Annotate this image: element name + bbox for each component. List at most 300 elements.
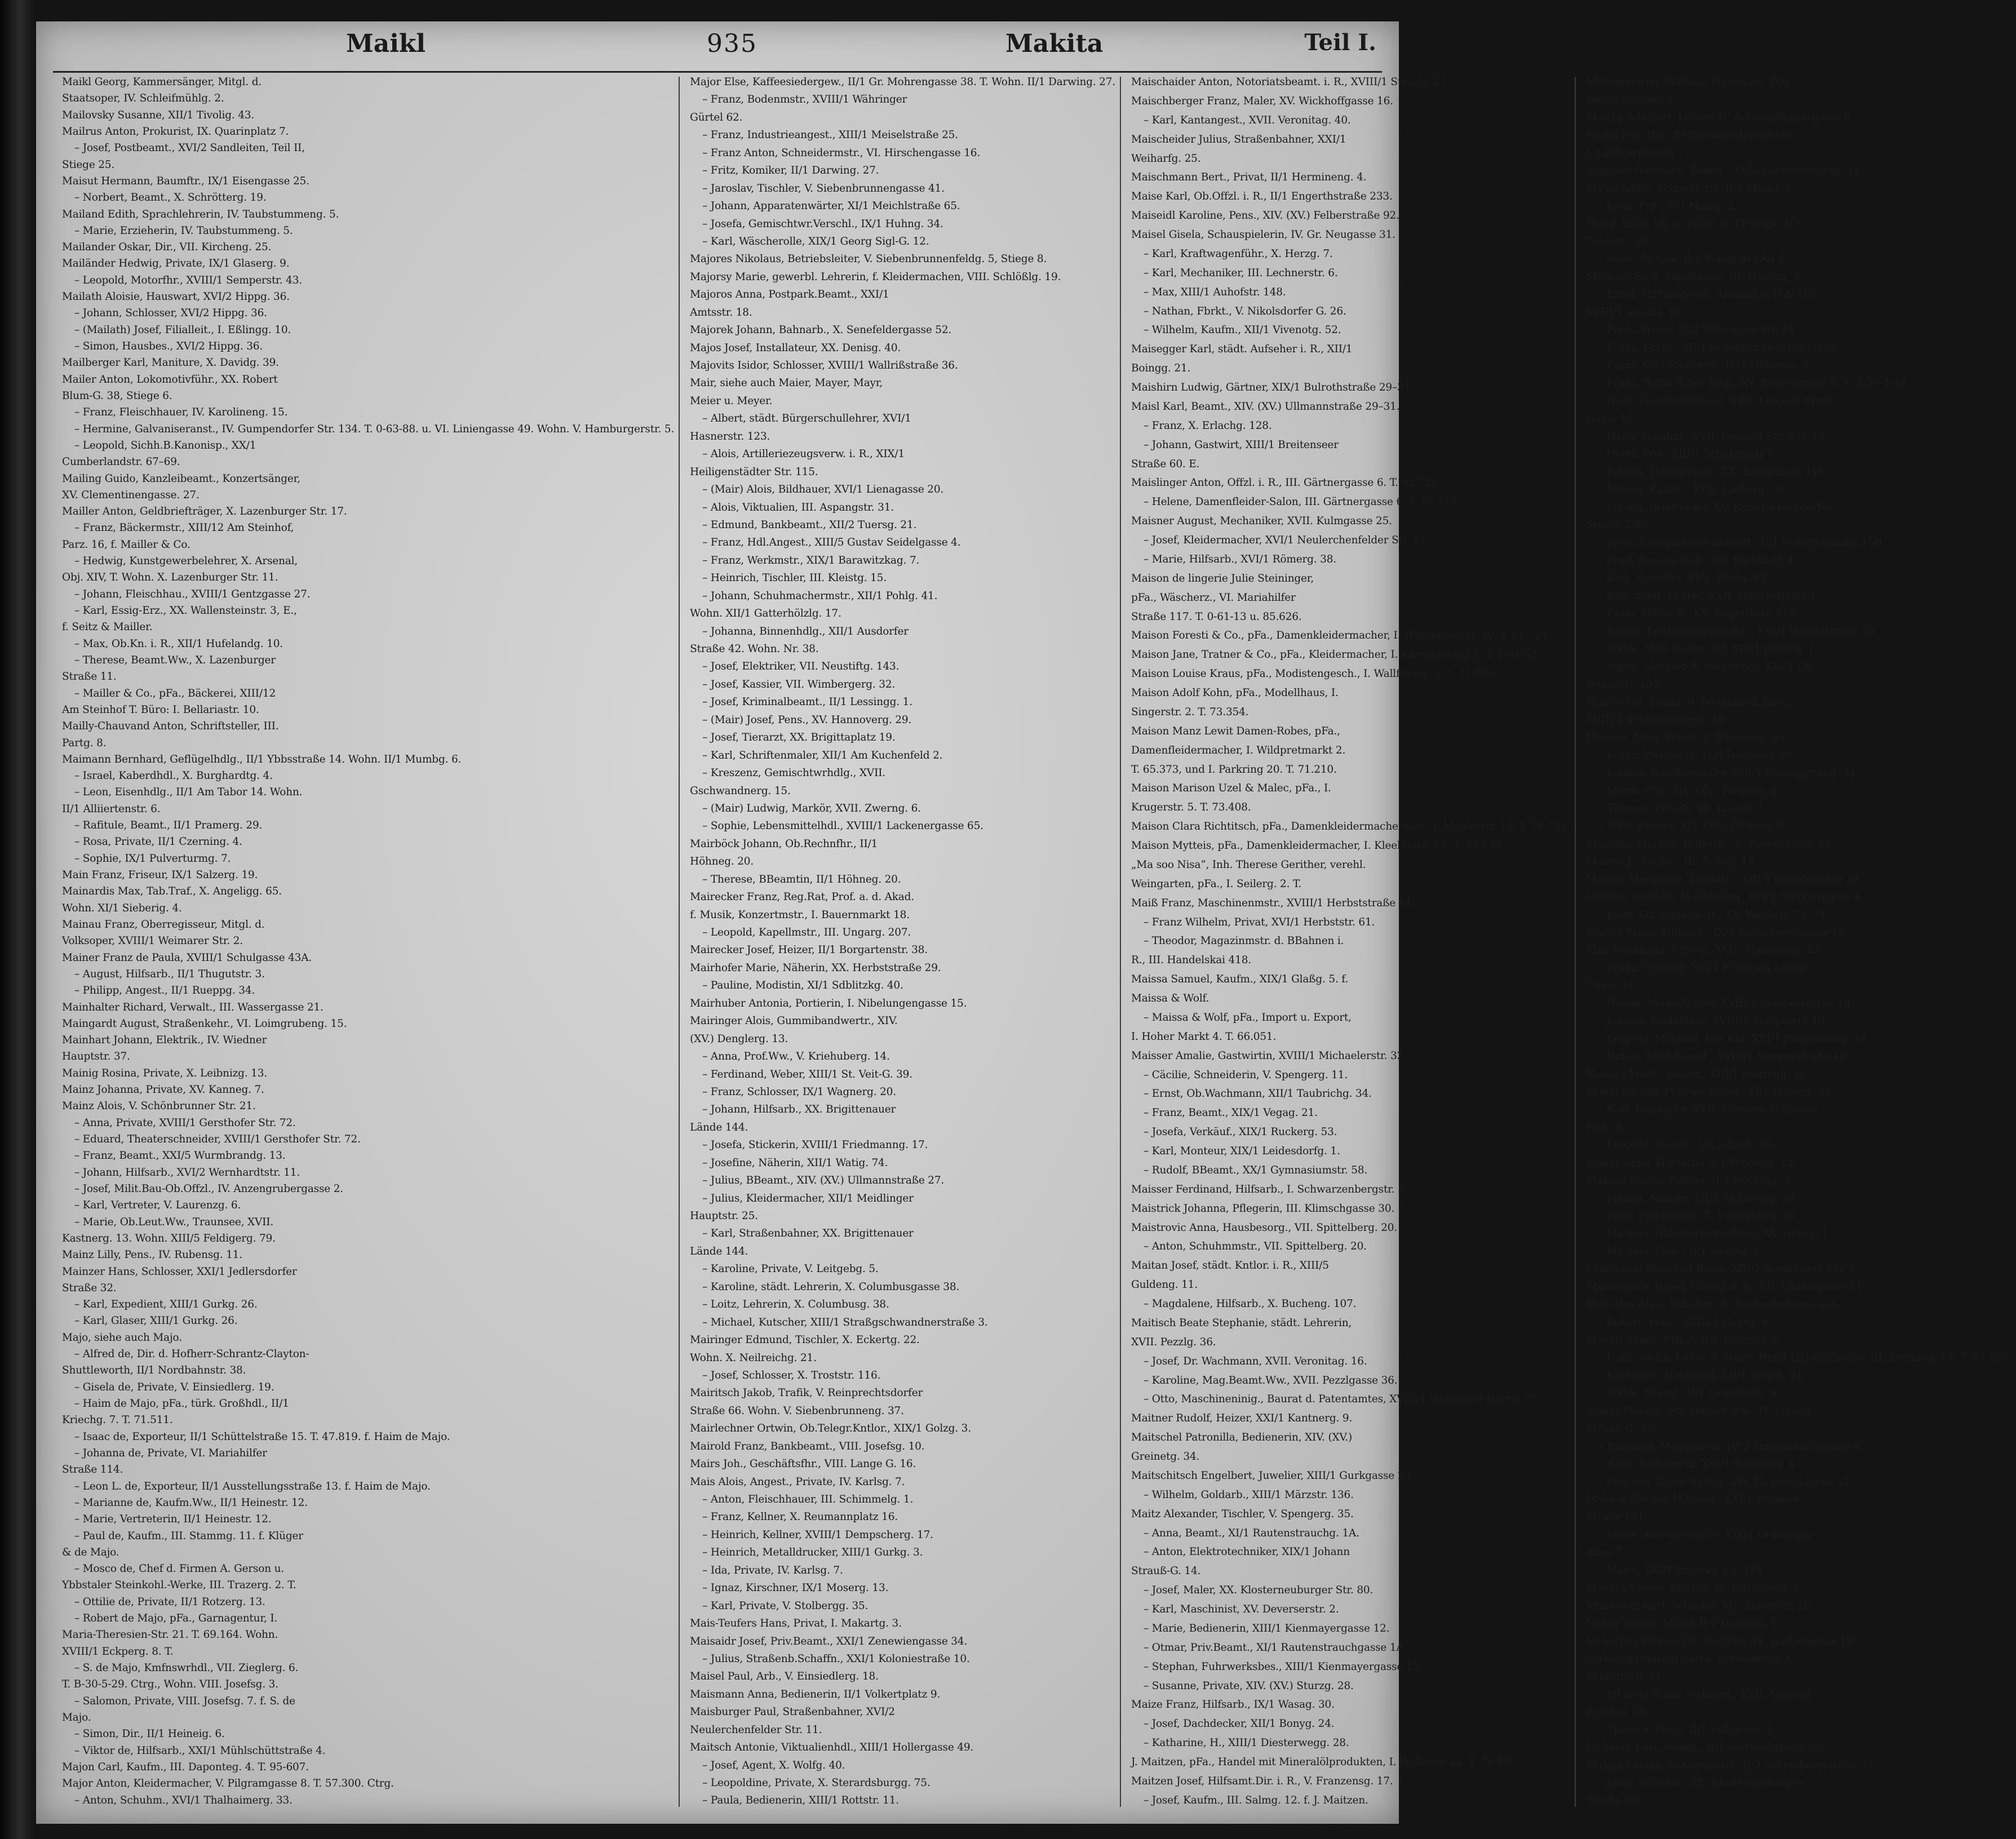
directory-entry-line: Dietrichsteing. 6.	[1586, 94, 1676, 106]
directory-entry-line: Weiharfg. 25.	[1131, 152, 1201, 165]
directory-entry-line: Boingg. 21.	[1131, 362, 1191, 375]
column-1	[62, 77, 680, 1807]
directory-entry-line: – Anton, Schuhm., XVI/1 Thalhaimerg. 33.	[74, 1794, 293, 1806]
directory-entry-line: Blum-G. 38, Stiege 6.	[62, 389, 172, 402]
directory-entry-line: – Norbert, Beamt., X. Schrötterg. 19.	[74, 192, 267, 204]
directory-entry-line: Maimann Bernhard, Geflügelhdlg., II/1 Ybbsstraße 14. Wohn. II/1 Mumbg. 6.	[62, 753, 462, 765]
directory-entry-line: Maitan Josef, städt. Kntlor. i. R., XIII/5	[1131, 1260, 1329, 1272]
directory-entry-line: – Johann, Fleischhau., XVIII/1 Gentzgasse 27.	[74, 588, 311, 600]
directory-entry-line: Majo, siehe auch Majo.	[62, 1331, 182, 1344]
directory-entry-line: – Karl, Glaser, XIII/1 Gurkg. 26.	[74, 1315, 238, 1327]
directory-entry-line: – Salomon, Private, VIII. Josefsg. 7. f. S. de	[74, 1695, 295, 1707]
directory-entry-line: Majon Carl, Kaufm., III. Daponteg. 4. T. 95-607.	[62, 1761, 309, 1773]
directory-entry-line: – Johann, Schriftenmaler, XIII/1 Fasangarteng. 34.	[1598, 767, 1859, 779]
directory-entry-line: – Wilhelm, Goldarb., XIII/1 Märzstr. 136.	[1143, 1488, 1354, 1501]
directory-entry-line: – Paul de, Kaufm., III. Stammg. 11. f. Klüger	[74, 1530, 303, 1542]
directory-entry-line: – Franz, Kellner, X. Reumannplatz 16.	[702, 1511, 898, 1523]
header-left-keyword: Maikl	[346, 29, 426, 58]
directory-entry-line: – Marie, Vertreterin, II/1 Heinestr. 12.	[74, 1513, 272, 1526]
directory-entry-line: Majorsy Marie, gewerbl. Lehrerin, f. Kleidermachen, VIII. Schlößlg. 19.	[690, 271, 1061, 283]
directory-entry-line: I. Hoher Markt 4. T. 66.051.	[1131, 1030, 1277, 1043]
directory-entry-line: – Josef, Kleidermacher, XVI/1 Neulerchenfelder Str. 87.	[1143, 534, 1429, 546]
directory-entry-line: – Ferd., Privat, IX/2 Währinger Str. 46.	[1598, 324, 1798, 336]
directory-entry-line: Maizner Gottlieb, Mechaniker, XVI/1 Effingergasse 4.	[1586, 891, 1864, 903]
directory-entry-line: – Gisela de, Private, V. Einsiedlerg. 19.	[74, 1381, 274, 1393]
directory-entry-line: – Fritz, Komiker, II/1 Darwing. 27.	[702, 165, 879, 177]
directory-entry-line: – Viktor de, Hilfsarb., XXI/1 Mühlschüttstraße 4.	[74, 1744, 326, 1757]
directory-entry-line: – Therese, Beamt.Ww., X. Lazenburger	[74, 654, 276, 666]
directory-entry-line: Straße 117. T. 0-61-13 u. 85.626.	[1131, 610, 1302, 623]
directory-entry-line: – Franz, Industrieangest., XIII/1 Meiselstraße 25.	[702, 129, 958, 141]
directory-entry-line: – Alfred de, Dir. d. Hofherr-Schrantz-Clayton-	[74, 1348, 309, 1361]
directory-entry-line: – Marie, Hilfsarb., XVI/1 Römerg. 38.	[1143, 553, 1336, 565]
directory-entry-line: – Karl, Spengler, XVII. Wattg. 82.	[1598, 572, 1770, 584]
column-2	[690, 77, 1121, 1807]
directory-entry-line: – Johann, Hilfsarb., XX. Brigittenauer	[702, 1104, 896, 1116]
directory-entry-line: – Therese, Private, III. Lissag. 3.	[1598, 802, 1766, 814]
directory-entry-line: – Rudolf, BBeamt., XX/1 Gymnasiumstr. 58.	[1143, 1164, 1368, 1176]
directory-entry-line: Makaranin Biagorad Busio, XIII/1 Breitenseer Str. 6.	[1586, 1263, 1859, 1275]
directory-entry-line: – Wilhelm, Kaufm., XII/1 Vivenotg. 52.	[1143, 324, 1341, 336]
page-number: 935	[707, 29, 757, 58]
directory-entry-line: Maisl Karl, Beamt., XIV. (XV.) Ullmannstraße 29–31.	[1131, 400, 1400, 413]
directory-entry-line: – Cäcilie, Schneiderin, V. Spengerg. 11.	[1143, 1069, 1348, 1081]
directory-entry-line: – Anna, Private, II/1 Venediger Au 4.	[1598, 253, 1787, 265]
directory-entry-line: Greinetg. 34.	[1131, 1451, 1200, 1463]
directory-entry-line: – Johann, Hilfsarb., XVI/2 Wernhardtstr. 11.	[74, 1166, 300, 1178]
directory-entry-line: – Karl, Monteur, XIX/1 Leidesdorfg. 1.	[1143, 1145, 1340, 1157]
directory-entry-line: XV. Clementinengasse. 27.	[62, 489, 200, 501]
directory-entry-line: – Jaroslav, Tischler, V. Siebenbrunnengasse 41.	[702, 182, 945, 194]
directory-entry-line: Maison Jane, Tratner & Co., pFa., Kleidermacher, I. Kärntnerring 8. T. 56-3-52.	[1131, 649, 1540, 661]
directory-entry-line: Wohn. X. Neilreichg. 21.	[690, 1351, 817, 1364]
directory-entry-line: I. Lobkowitzplatz 1.	[1586, 147, 1689, 159]
directory-entry-line: Mainz Johanna, Private, XV. Kanneg. 7.	[62, 1084, 264, 1096]
directory-entry-line: Wohn. XII/1 Gatterhölzlg. 17.	[690, 608, 841, 620]
directory-entry-line: – Therese, Pens., II/1 Volkertstr. 5.	[1598, 1723, 1776, 1736]
directory-entry-line: – Hans, Schuhm., XVII. Leopold Ernst-G. 15.	[1598, 430, 1828, 442]
directory-entry-line: Maison Clara Richtitsch, pFa., Damenkleidermachergew., I. Mahlerstr. 13. T. 76.755.	[1131, 821, 1571, 833]
directory-entry-line: Maikl Georg, Kammersänger, Mitgl. d.	[62, 76, 262, 88]
directory-entry-line: Majunke Hermann, Beamt., XVII. Gschwandnerg. 14.	[1586, 165, 1863, 177]
directory-entry-line: Maison Foresti & Co., pFa., Damenkleidermacher, I. Wipplingerstr. 20. T. 61.721.	[1131, 630, 1551, 642]
directory-entry-line: – Karl, Expedient, XIII/1 Gurkg. 26.	[74, 1299, 258, 1311]
directory-entry-line: Neulerchenfelder Str. 11.	[690, 1723, 822, 1736]
directory-entry-line: f. Seitz & Mailler.	[62, 621, 153, 633]
directory-entry-line: – Viktor, Beamt., II/1 Lassallestr. 4.	[1598, 1387, 1779, 1399]
directory-entry-line: Maiwald Emil, Kapellmstr., III. Hegerg. 9.	[1586, 271, 1803, 283]
directory-entry-line: – Karl, Straßenbahner, XX. Brigittenauer	[702, 1228, 914, 1240]
directory-entry-line: Mailberger Karl, Maniture, X. Davidg. 39.	[62, 357, 279, 369]
directory-entry-line: J. Maitzen, pFa., Handel mit Mineralölprodukten, I. Wollzeile 22. T. 78.497.	[1131, 1756, 1519, 1768]
column-4	[1586, 77, 2016, 1807]
directory-entry-line: Maischmann Bert., Privat, II/1 Hermineng. 4.	[1131, 171, 1367, 184]
directory-entry-line: – Johann, Konfektion, XVIII/1 Semperstr. 18.	[1598, 1015, 1828, 1027]
header-rule	[53, 71, 1382, 73]
directory-entry-line: – Josefine, Näherin, XII/1 Watig. 74.	[702, 1156, 888, 1169]
directory-entry-line: – Edmund, Bankbeamt., XII/2 Tuersg. 21.	[702, 519, 917, 531]
directory-entry-line: – Franz, Werkmstr., XIX/1 Barawitzkag. 7.	[702, 554, 920, 566]
directory-entry-line: Straße 30.	[1586, 1794, 1641, 1807]
directory-entry-line: – Franz, Fleischhauer, IV. Karolineng. 15.	[74, 406, 288, 419]
directory-entry-line: Maitschitsch Engelbert, Juwelier, XIII/1 Gurkgasse 20.	[1131, 1469, 1414, 1482]
directory-entry-line: Maison de lingerie Julie Steininger,	[1131, 572, 1314, 584]
directory-entry-line: Volksoper, XVIII/1 Weimarer Str. 2.	[62, 935, 243, 947]
directory-entry-line: Maizefka Markus, Hilfsarb., X. Wienerfeldg. 22.	[1586, 837, 1834, 850]
directory-entry-line: – Franz, Tischler, XVI/1 Friedrich Kaiser-	[1598, 961, 1810, 974]
directory-entry-line: Mairecker Franz, Reg.Rat, Prof. a. d. Akad.	[690, 891, 914, 903]
directory-entry-line: – Franz, Sichh.B.Bez.Insp., XV. Tannengasse 8. T. B-36-2-49.	[1598, 377, 1909, 389]
directory-entry-line: Maker Rudolf, Major, II/1 Darwing. 6.	[1586, 1618, 1781, 1630]
directory-entry-line: XVIII/1 Staudg. 65.	[1586, 306, 1686, 318]
directory-entry-line: – Heinrich, Kellner, XVIII/1 Dempscherg. 17.	[702, 1528, 933, 1541]
directory-entry-line: – Isaac de, Exporteur, II/1 Schüttelstraße 15. T. 47.819. f. Haim de Majo.	[74, 1430, 450, 1443]
directory-entry-line: Mailand Edith, Sprachlehrerin, IV. Taubstummeng. 5.	[62, 208, 339, 220]
directory-entry-line: – Franz, Bäckermstr., XIII/12 Am Steinhof,	[74, 522, 294, 534]
directory-entry-line: – Franz, Beamt., XIX/1 Vegag. 21.	[1143, 1107, 1318, 1119]
directory-entry-line: Gürtel 62.	[690, 111, 743, 123]
directory-entry-line: – Michael, Galanteriedrechsler, XV. Grang. 1.	[1598, 1228, 1832, 1240]
directory-entry-line: – Ida, Private, IV. Karlsg. 7.	[702, 1564, 843, 1576]
directory-entry-line: Maisut Hermann, Baumftr., IX/1 Eisengasse 25.	[62, 175, 309, 187]
directory-entry-line: – Johann, Briefträger, X/2 Kaiser-Ebersdorfer	[1598, 501, 1832, 513]
directory-entry-line: – Rosa, Private, II/1 Czerning. 4.	[74, 836, 242, 848]
directory-entry-line: – S. de Majo, Kmfnswrhdl., VII. Zieglerg. 6.	[74, 1662, 299, 1674]
directory-entry-line: – Stephan, Glasschleifer, XVI. Klopstockgasse 21.	[1598, 1475, 1854, 1488]
directory-entry-line: „Ma soo Nisa“, Inh. Therese Gerither, verehl.	[1131, 858, 1366, 871]
directory-entry-line: Hauptstr. 37.	[62, 1051, 130, 1063]
directory-entry-line: – (Mair) Ludwig, Markör, XVII. Zwerng. 6.	[702, 802, 921, 814]
directory-entry-line: – Johann, Hotelangest., XX. Engerthstr. 116.	[1598, 466, 1828, 478]
directory-entry-line: – Marie, XXI/1 Brünner Str. 191.	[1598, 1564, 1766, 1576]
directory-entry-line: Stiege 25.	[62, 158, 115, 171]
directory-entry-line: Lände 144.	[690, 1245, 748, 1257]
directory-entry-line: Maisel Gisela, Schauspielerin, IV. Gr. Neugasse 31.	[1131, 229, 1395, 241]
directory-entry-line: – Otto, Maschineninig., Baurat d. Patentamtes, XVIII/1 Währinger Gürtel 37.	[1143, 1393, 1540, 1406]
directory-entry-line: – Anton, Fleischhauer, III. Schimmelg. 1.	[702, 1494, 914, 1505]
directory-entry-line: – Loitz, Lehrerin, X. Columbusg. 38.	[702, 1299, 889, 1311]
directory-entry-line: Mairitsch Jakob, Trafik, V. Reinprechtsdorfer	[690, 1387, 923, 1399]
directory-entry-line: Straße 191.	[1586, 1511, 1647, 1523]
directory-entry-line: Maitzen Josef, Hilfsamt.Dir. i. R., V. Franzensg. 17.	[1131, 1775, 1393, 1787]
directory-entry-line: Mairhofer Marie, Näherin, XX. Herbststraße 29.	[690, 961, 941, 974]
directory-entry-line: Platz 4.	[1586, 1121, 1625, 1133]
directory-entry-line: Weingarten, pFa., I. Seilerg. 2. T.	[1131, 878, 1302, 890]
directory-entry-line: Majo.	[62, 1711, 91, 1723]
directory-entry-line: – Karoline, städt. Lehrerin, X. Columbusgasse 38.	[702, 1280, 960, 1293]
directory-entry-line: Makas Pauline, Forstbeamt.Ww., IV. Johann	[1586, 1404, 1811, 1417]
directory-entry-line: Makal Johann, Fuhrwerksbes., XI/1 Hallerg. 29.	[1586, 1085, 1834, 1098]
directory-entry-line: – Karoline, Private, V. Leitgebg. 5.	[702, 1263, 879, 1275]
directory-entry-line: Maislinger Anton, Offzl. i. R., III. Gärtnergasse 6. T. 92.725.	[1131, 477, 1441, 489]
directory-entry-line: – (Mair) Josef, Pens., XV. Hannoverg. 29.	[702, 714, 912, 726]
directory-entry-line: – Simon, Dir., II/1 Heineig. 6.	[74, 1728, 225, 1740]
directory-entry-line: Mais Alois, Angest., Private, IV. Karlsg. 7.	[690, 1475, 905, 1488]
directory-entry-line: – Mailler & Co., pFa., Bäckerei, XIII/12	[74, 687, 276, 699]
directory-entry-line: Mairs Joh., Geschäftsfhr., VIII. Lange G. 16.	[690, 1458, 916, 1470]
directory-entry-line: – Johann, Schlosser, XVI/2 Hippg. 36.	[74, 307, 267, 320]
directory-entry-line: – Paula, Bedienerin, XIII/1 Rottstr. 11.	[702, 1794, 899, 1807]
scan-edge	[0, 0, 36, 1839]
directory-entry-line: Ernst-G. 34.	[1586, 1706, 1649, 1718]
directory-entry-line: XVII. Pezzlg. 36.	[1131, 1336, 1216, 1348]
directory-entry-line: Gasse 33.	[1586, 980, 1637, 992]
directory-entry-line: Maitisch Beate Stephanie, städt. Lehrerin,	[1131, 1317, 1352, 1329]
directory-entry-line: Mairold Franz, Bankbeamt., VIII. Josefsg. 10.	[690, 1440, 925, 1452]
directory-entry-line: Mairecker Josef, Heizer, II/1 Borgartenstr. 38.	[690, 944, 928, 956]
directory-entry-line: – Mosco de, Chef d. Firmen A. Gerson u.	[74, 1563, 284, 1575]
directory-entry-line: Strauß-G. 33.	[1586, 1423, 1656, 1435]
directory-entry-line: Maingardt August, Straßenkehr., VI. Loimgrubeng. 15.	[62, 1017, 347, 1030]
directory-entry-line: Mailovsky Susanne, XII/1 Tivolig. 43.	[62, 109, 255, 121]
directory-entry-line: Makava Eugen, Markör, III. Castellezg. 6.	[1586, 1582, 1802, 1594]
directory-entry-line: – Karl, städt. Lehrer, XX/1 Stillfriedplatz 1.	[1598, 590, 1819, 602]
directory-entry-line: – Franz, X. Erlachg. 128.	[1143, 419, 1272, 432]
directory-entry-line: – Heinrich, Metalldrucker, XIII/1 Gurkg. 3.	[702, 1546, 923, 1559]
directory-entry-line: – Helene, Damenfleider-Salon, III. Gärtnergasse 6. T. 92.725.	[1143, 496, 1460, 508]
directory-entry-line: II/1 Alliiertenstr. 6.	[62, 803, 161, 815]
directory-entry-line: Majorek Johann, Bahnarb., X. Senefeldergasse 52.	[690, 324, 952, 336]
directory-entry-line: Maissa Samuel, Kaufm., XIX/1 Glaßg. 5. f.	[1131, 973, 1348, 986]
directory-entry-line: Mair, siehe auch Maier, Mayer, Mayr,	[690, 377, 883, 389]
directory-entry-line: – Theodor, Magazinmstr. d. BBahnen i.	[1143, 935, 1344, 947]
directory-entry-line: Mairhuber Antonia, Portierin, I. Nibelungengasse 15.	[690, 997, 967, 1009]
directory-entry-line: Majovits Isidor, Schlosser, XVIII/1 Wallrißstraße 36.	[690, 360, 958, 371]
directory-entry-line: Straße 114.	[62, 1464, 123, 1476]
directory-entry-line: – Johann, Maurer, XII/1 Aßmayerg. 24.	[1598, 1192, 1798, 1204]
directory-entry-line: Maiß Franz, Maschinenmstr., XVIII/1 Herbststraße 61.	[1131, 897, 1415, 909]
directory-entry-line: Mairlechner Ortwin, Ob.Telegr.Kntlor., XIX/1 Golzg. 3.	[690, 1423, 971, 1435]
directory-entry-line: – Leopold, Motorfhr., XVIII/1 Semperstr. 43.	[74, 274, 302, 286]
directory-entry-line: – Leon L. de, Exporteur, II/1 Ausstellungsstraße 13. f. Haim de Majo.	[74, 1480, 431, 1492]
directory-entry-line: – Hans, techn. Leiter d. österr. Bund.Lichtbildstelle, III. Krummg. 1A. T. 97.853.	[1598, 1351, 2011, 1364]
directory-entry-line: – Philipp, Angest., II/1 Rueppg. 34.	[74, 985, 255, 997]
directory-entry-line: – Karl, Maschinist, XV. Deverserstr. 2.	[1143, 1603, 1339, 1615]
directory-entry-line: – Anna, Prof.Ww., V. Kriehuberg. 14.	[702, 1051, 890, 1063]
directory-entry-line: Straße 290.	[1586, 519, 1647, 531]
directory-entry-line: Maitsch Antonie, Viktualienhdl., XIII/1 Hollergasse 49.	[690, 1741, 974, 1754]
directory-entry-line: Staatsoper, IV. Schleifmühlg. 2.	[62, 92, 224, 105]
directory-entry-line: Damenfleidermacher, I. Wildpretmarkt 2.	[1131, 744, 1346, 756]
directory-entry-line: Straße 60. E.	[1131, 458, 1200, 470]
directory-entry-line: Makerling Emmerich, Tischler, XX. Raffaelgasse 19.	[1586, 1635, 1857, 1647]
directory-entry-line: – Josef, Kürschnermstr., XX. Wehlistr. 72–74.	[1598, 909, 1828, 921]
directory-entry-line: Allee 7.	[1586, 1546, 1625, 1559]
directory-entry-line: – Michael, Kutscher, XIII/1 Straßgschwandnerstraße 3.	[702, 1316, 988, 1328]
directory-entry-line: Makasy Florian, Hilfsarb., XXI/1 Brünner	[1586, 1494, 1800, 1505]
directory-entry-line: – Leon, Priv., II/1 Malzg. 2.	[1598, 200, 1738, 212]
directory-entry-line: Mailander Oskar, Dir., VII. Kircheng. 25.	[62, 241, 272, 254]
directory-entry-line: – Josef, Dachdecker, XII/1 Bonyg. 24.	[1143, 1718, 1335, 1730]
directory-entry-line: Singerstr. 2. T. 73.354.	[1131, 706, 1249, 718]
directory-entry-line: – Franz, Schlosser, IX/1 Wagnerg. 20.	[702, 1085, 896, 1098]
directory-entry-line: – Ferdinand, Weber, XIII/1 St. Veit-G. 39.	[702, 1068, 912, 1080]
directory-entry-line: Maizler Margarete, Hilfsarb., XIII/1 Oswaldgasse 30.	[1586, 873, 1862, 885]
directory-entry-line: Maria-Theresien-Str. 21. T. 69.164. Wohn.	[62, 1629, 278, 1641]
directory-entry-line: Straße 42. Wohn. Nr. 38.	[690, 643, 819, 655]
directory-entry-line: – Eduard, Theaterschneider, XVIII/1 Gersthofer Str. 72.	[74, 1133, 361, 1145]
directory-entry-line: Mainau Franz, Oberregisseur, Mitgl. d.	[62, 918, 265, 930]
directory-entry-line: Mainzer Hans, Schlosser, XXI/1 Jedlersdorfer	[62, 1265, 297, 1278]
directory-entry-line: – Viktor, Mitglied d. Staatsoper, XXI/1 Ob.	[1598, 661, 1815, 673]
directory-entry-line: – Marie, Erzieherin, IV. Taubstummeng. 5.	[74, 224, 293, 237]
directory-entry-line: Straße 32.	[62, 1282, 117, 1294]
directory-entry-line: – Hanna, Mode-Atelier, XVIII/1 Semperstraße 18.	[1598, 997, 1854, 1009]
directory-entry-line: Mainz Lilly, Pens., IV. Rubensg. 11.	[62, 1249, 242, 1261]
directory-entry-line: – Katharine, H., XIII/1 Diesterwegg. 28.	[1143, 1737, 1349, 1749]
directory-entry-line: – Anton, Schuhmmstr., VII. Spittelberg. 20.	[1143, 1240, 1367, 1253]
directory-entry-line: – Johann, Apparatenwärter, XI/1 Meichlstraße 65.	[702, 200, 960, 212]
directory-entry-line: – Josef, Schuhm., XX. Klosterneuburger	[1598, 1777, 1804, 1789]
directory-entry-line: – Willy, Dreher, XIV. (XV.) Pfeiferg. 6.	[1598, 820, 1788, 832]
directory-columns	[62, 76, 2011, 1807]
directory-entry-line: – Josef, Elektriker, VII. Neustiftg. 143.	[702, 661, 900, 673]
directory-entry-line: Maisser Amalie, Gastwirtin, XVIII/1 Michaelerstr. 32.	[1131, 1049, 1407, 1062]
directory-entry-line: – Sophie, IX/1 Pulverturmg. 7.	[74, 852, 231, 865]
directory-entry-line: Heiligenstädter Str. 115.	[690, 466, 818, 478]
directory-entry-line: Obj. XIV, T. Wohn. X. Lazenburger Str. 11.	[62, 571, 278, 584]
directory-entry-line: Maitner Rudolf, Heizer, XXI/1 Kantnerg. 9.	[1131, 1412, 1353, 1425]
directory-entry-line: – Anton, Elektrotechniker, XIX/1 Johann	[1143, 1546, 1350, 1558]
directory-entry-line: Wohn. XI/1 Sieberig. 4.	[62, 902, 182, 914]
directory-entry-line: – Pauline, Modistin, XI/1 Sdblitzkg. 40.	[702, 980, 903, 992]
directory-entry-line: – Ernst, Ob.Wachmann, XII/1 Taubrichg. 34.	[1143, 1088, 1372, 1100]
directory-entry-line: – Therese, BBeamtin, II/1 Höhneg. 20.	[702, 873, 901, 885]
directory-entry-line: f. Musik, Konzertmstr., I. Bauernmarkt 18.	[690, 909, 910, 921]
directory-entry-line: – Franz Wilhelm, Privat, XVI/1 Herbststr. 61.	[1143, 916, 1375, 928]
directory-entry-line: Makita Johann, Schuhmmstr., II/3 Schrazbergstraße 30.	[1586, 1759, 1877, 1771]
directory-entry-line: Major Anton, Kleidermacher, V. Pilgramgasse 8. T. 57.300. Ctrg.	[62, 1778, 394, 1790]
directory-entry-line: Makar Anna, Hilfsarb., II/1 Schönng. 12.	[1586, 1156, 1797, 1169]
directory-entry-line: – Franz, Hdl.Angest., XIII/5 Gustav Seidelgasse 4.	[702, 537, 961, 549]
directory-entry-line: Mailrus Anton, Prokurist, IX. Quarinplatz 7.	[62, 125, 289, 138]
directory-entry-line: – Haim de Majo, pFa., türk. Großhdl., II/1	[74, 1398, 289, 1410]
directory-entry-line: Höhneg. 20.	[690, 856, 754, 868]
directory-entry-line: – Marianne de, Kaufm.Ww., II/1 Heinestr. 12.	[74, 1496, 308, 1509]
directory-entry-line: Mainardis Max, Tab.Traf., X. Angeligg. 65.	[62, 885, 282, 898]
directory-entry-line: – Johann, Schuhmachermstr., XII/1 Pohlg. 41.	[702, 590, 938, 602]
directory-entry-line: – Max, Ob.Kn. i. R., XII/1 Hufelandg. 10.	[74, 637, 283, 650]
directory-entry-line: – Karoline, Mag.Beamt.Ww., XVII. Pezzlgasse 36.	[1143, 1374, 1398, 1386]
directory-entry-line: – Ernst, Hilfsämterdir. Abjunkt d. Polz.Dir.,	[1598, 289, 1820, 301]
directory-entry-line: Majoros Anna, Postpark.Beamt., XXI/1	[690, 289, 889, 301]
directory-entry-line: T. 65.373, und I. Parkring 20. T. 71.210.	[1131, 763, 1337, 776]
directory-entry-line: – Franz, Werkmstr., IX/1 Rennweg 50.	[1598, 749, 1795, 761]
running-head	[53, 29, 1382, 71]
directory-entry-line: – Urban, Milit.Beamt., XVIII/1 Semperstraße 18.	[1598, 1051, 1850, 1063]
directory-entry-line: R., III. Handelskai 418.	[1131, 954, 1251, 967]
directory-entry-line: Gasse 15.	[1586, 413, 1637, 425]
directory-entry-line: & de Majo.	[62, 1546, 119, 1558]
directory-entry-line: – Josef, Agent, X. Wolfg. 40.	[702, 1759, 845, 1771]
directory-entry-line: – Karl, Schriftenmaler, XII/1 Am Kuchenfeld 2.	[702, 749, 943, 761]
directory-entry-line: – Franz, Beamt., XXI/5 Wurmbrandg. 13.	[74, 1150, 286, 1162]
directory-entry-line: – Julius, BBeamt., XIV. (XV.) Ullmannstraße 27.	[702, 1175, 945, 1187]
directory-entry-line: – Josef, Schlosser, X. Troststr. 116.	[702, 1369, 881, 1381]
directory-entry-line: Mailler Anton, Geldbriefträger, X. Lazenburger Str. 17.	[62, 506, 347, 518]
directory-entry-line: Maise Karl, Ob.Offzl. i. R., II/1 Engerthstraße 233.	[1131, 190, 1393, 203]
directory-entry-line: Parz. 16, f. Mailler & Co.	[62, 538, 190, 551]
directory-entry-line: – Robert, Pens., XVIII/1 Genzg. 6.	[1598, 1316, 1771, 1328]
directory-entry-line: – Katharine, Hauswart, XII/1 Bonyg. 24.	[1598, 1369, 1806, 1381]
directory-entry-line: – Herta, Ww., XIII/1 Schützplatz 6.	[1598, 448, 1778, 460]
directory-entry-line: – (Mailath) Josef, Filialleit., I. Eßlingg. 10.	[74, 324, 291, 336]
directory-entry-line: Mailath Aloisie, Hauswart, XVI/2 Hippg. 36.	[62, 291, 290, 303]
directory-entry-line: – Viktor, Milit.Rechn.Rat, XIX/1 Eimarg. 1.	[1598, 643, 1818, 655]
directory-entry-line: – Karl, Mechaniker, III. Lechnerstr. 6.	[1143, 267, 1338, 279]
directory-entry-line: – Karl, Private, V. Stolbergg. 35.	[702, 1599, 869, 1612]
directory-entry-line: – Ignaz, Kirschner, IX/1 Moserg. 13.	[702, 1582, 889, 1594]
directory-entry-line: Maisser Ferdinand, Hilfsarb., I. Schwarzenbergstr. 5.	[1131, 1183, 1408, 1195]
directory-entry-line: Makacs Marie, Beamt., XIII/1 Iheringg. 35.	[1586, 1068, 1810, 1080]
directory-entry-line: Maitz Alexander, Tischler, V. Spengerg. 35.	[1131, 1508, 1354, 1520]
directory-entry-line: – Rafitule, Beamt., II/1 Pramerg. 29.	[74, 819, 263, 832]
directory-entry-line: Makarewicz Alfred, Oberst d. R., VII. Lindengasse 51.	[1586, 1280, 1866, 1293]
directory-entry-line: Majut Adolf, Dir. d. Hotel de l'Europe, II/1	[1586, 218, 1804, 230]
directory-entry-line: Maitzendorfer Mathias, Hauswart, IX/1	[1586, 76, 1791, 88]
column-3	[1131, 77, 1576, 1807]
directory-entry-line: Maizys Franz, Hilfsarb., IX/1 Rotenlöwengasse 10.	[1586, 927, 1849, 938]
directory-entry-line: – Raimund, Magazineur, IV/2 Zimmermanngasse 4.	[1598, 1440, 1864, 1452]
directory-entry-line: – Josef, Kassier, VII. Wimbergerg. 32.	[702, 678, 896, 690]
directory-entry-line: – Albert, städt. Bürgerschullehrer, XVI/1	[702, 413, 911, 425]
directory-entry-line: – Anna, Private, XVIII/1 Gersthofer Str. 72.	[74, 1116, 296, 1129]
directory-entry-line: – Leopold, Beamt., XV. Johnstr. 69.	[1598, 1139, 1776, 1151]
directory-entry-line: – Susanne, Private, XIV. (XV.) Sturzg. 28.	[1143, 1680, 1354, 1692]
directory-entry-line: Main Franz, Friseur, IX/1 Salzerg. 19.	[62, 869, 258, 881]
directory-entry-line: – Leopold, Kapellmstr., III. Ungarg. 207.	[702, 927, 911, 938]
header-right-keyword: Makita	[1005, 29, 1104, 58]
directory-entry-line: – Nathan, Fbrkt., V. Nikolsdorfer G. 26.	[1143, 305, 1346, 317]
directory-entry-line: – Alois, Viktualien, III. Aspangstr. 31.	[702, 501, 894, 513]
directory-entry-line: – Marie, Ob.Leut.Ww., Traunsee, XVII.	[74, 1216, 274, 1228]
directory-entry-line: – (Makes) Franz, Schuhm., XVII. Leopold	[1598, 1688, 1811, 1700]
directory-entry-line: Maison Manz Lewit Damen-Robes, pFa.,	[1131, 725, 1340, 737]
directory-entry-line: – Sophie, Lebensmittelhdl., XVIII/1 Lackenergasse 65.	[702, 820, 983, 832]
directory-entry-line: – Rosa, Bedienerin, XVI/1 Rosegger. 4.	[1598, 1458, 1798, 1470]
directory-entry-line: Makawetz Karl, Schuster, VII. Kaiserstr. 28.	[1586, 1599, 1813, 1612]
directory-entry-line: XVIII/2 Scheibenbergg. 49.	[1586, 714, 1727, 726]
directory-entry-line: pFa., Wäscherz., VI. Mariahilfer	[1131, 591, 1296, 604]
directory-entry-line: Maissa & Wolf.	[1131, 992, 1209, 1004]
directory-entry-line: Maiseidl Karoline, Pens., XIV. (XV.) Felberstraße 92.	[1131, 210, 1399, 222]
directory-entry-line: Maismann Anna, Bedienerin, II/1 Volkertplatz 9.	[690, 1688, 941, 1700]
directory-entry-line: Maischeider Julius, Straßenbahner, XXI/1	[1131, 133, 1346, 145]
directory-entry-line: Maiz Adolf, Beamt. d. Bodenkred.Anst.,	[1586, 696, 1791, 708]
directory-entry-line: Ybbstaler Steinkohl.-Werke, III. Trazerg. 2. T.	[62, 1579, 296, 1592]
directory-entry-line: Maishirn Ludwig, Gärtner, XIX/1 Bulrothstraße 29–31.	[1131, 382, 1414, 393]
directory-entry-line: – Alois, Artilleriezeugsverw. i. R., XIX/1	[702, 448, 905, 460]
directory-entry-line: – Marie, Bedienerin, XIII/1 Kienmayergasse 12.	[1143, 1622, 1390, 1634]
directory-entry-line: Mairinger Alois, Gummibandwertr., XIV.	[690, 1015, 898, 1027]
directory-entry-line: – Franz, Bodenmstr., XVIII/1 Währinger	[702, 94, 907, 106]
directory-entry-line: Major Else, Kaffeesiedergew., II/1 Gr. Mohrengasse 38. T. Wohn. II/1 Darwing. 27.	[690, 76, 1115, 88]
directory-entry-line: Maize Franz, Hilfsarb., IX/1 Wasag. 30.	[1131, 1699, 1335, 1711]
directory-entry-line: Taborstr. 8II.	[1586, 235, 1653, 247]
directory-entry-line: Lände 144.	[690, 1121, 748, 1133]
directory-entry-line: – Karl, Vertreter, V. Laurenzg. 6.	[74, 1199, 241, 1212]
directory-entry-line: – Robert de Majo, pFa., Garnagentur, I.	[74, 1612, 278, 1625]
directory-entry-line: Maisburger Paul, Straßenbahner, XVI/2	[690, 1706, 895, 1718]
directory-entry-line: Majos Josef, Installateur, XX. Denisg. 40.	[690, 342, 901, 354]
directory-entry-line: Maizky Adalbert, Lehrer, IV. Schaumburgergasse 5.	[1586, 111, 1854, 123]
directory-entry-line: Straße 11.	[62, 671, 117, 683]
directory-entry-line: Guldeng. 11.	[1131, 1279, 1198, 1291]
directory-entry-line: – Ottilie de, Private, II/1 Rotzerg. 13.	[74, 1596, 265, 1608]
directory-entry-line: Mailer Anton, Lokomotivführ., XX. Robert	[62, 373, 278, 385]
directory-entry-line: Maistrovic Anna, Hausbesorg., VII. Spittelberg. 20.	[1131, 1221, 1398, 1234]
directory-entry-line: Kriechg. 7. T. 71.511.	[62, 1414, 173, 1426]
